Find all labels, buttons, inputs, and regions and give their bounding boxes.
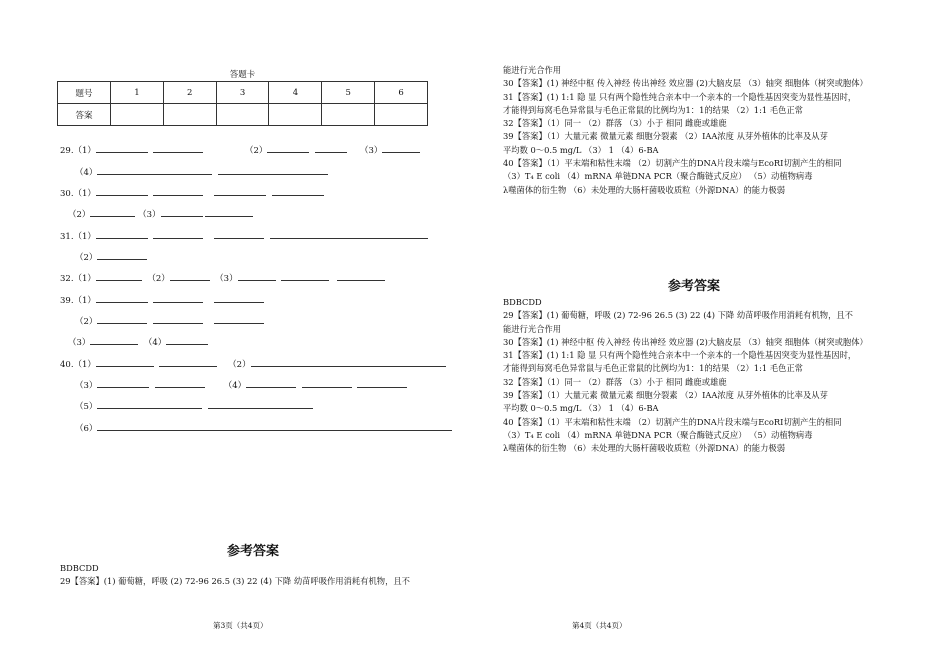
blank[interactable] <box>281 272 329 281</box>
blank[interactable] <box>97 315 147 324</box>
question-32-3-label: （3） <box>215 274 238 284</box>
question-40-6-label: （6） <box>75 424 98 434</box>
answer-line: 才能得到每窝毛色异常鼠与毛色正常鼠的比例均为1：1的结果 （2）1:1 毛色正常 <box>503 363 803 374</box>
answer-card-col-3: 3 <box>216 82 269 104</box>
answer-cell-6[interactable] <box>375 104 428 126</box>
blank[interactable] <box>97 166 212 175</box>
answer-card-number-header: 题号 <box>58 82 111 104</box>
question-39-part2 <box>75 315 264 327</box>
question-32-2-label: （2） <box>147 274 170 284</box>
answer-line: 30【答案】(1) 神经中枢 传入神经 传出神经 效应器 (2)大脑皮层 （3）轴突 细胞体（树突或胞体） <box>503 78 868 89</box>
answer-line: 31【答案】(1) 1:1 隐 显 只有两个隐性纯合亲本中一个亲本的一个隐性基因突变为显性基因时， <box>503 350 857 361</box>
answer-cell-1[interactable] <box>111 104 164 126</box>
blank[interactable] <box>214 315 264 324</box>
question-30 <box>60 187 324 199</box>
answer-line: 能进行光合作用 <box>503 323 562 334</box>
question-40-4-label: （4） <box>223 381 247 391</box>
answer-line: 39【答案】（1）大量元素 微量元素 细胞分裂素 （2）IAA浓度 从芽外植体的比率及从芽 <box>503 131 828 142</box>
blank[interactable] <box>90 208 135 217</box>
blank[interactable] <box>315 144 347 153</box>
answer-line: 40【答案】（1）平末端和粘性末端 （2）切割产生的DNA片段末端与EcoRⅠ切割产生的相同 <box>503 416 842 427</box>
blank[interactable] <box>96 230 148 239</box>
blank[interactable] <box>357 379 407 388</box>
blank[interactable] <box>153 294 203 303</box>
question-39-part3 <box>68 336 208 348</box>
question-31 <box>60 230 428 242</box>
question-30-2-label: （2） <box>68 210 91 220</box>
answer-card-col-2: 2 <box>163 82 216 104</box>
question-39 <box>60 294 264 306</box>
blank[interactable] <box>337 272 385 281</box>
question-40-2-label: （2） <box>228 360 251 370</box>
question-30-part2 <box>68 208 253 220</box>
answer-line: 31【答案】(1) 1:1 隐 显 只有两个隐性纯合亲本中一个亲本的一个隐性基因突变为显性基因时， <box>503 91 857 102</box>
question-29-4-label: （4） <box>75 168 98 178</box>
question-29-3-label: （3） <box>360 146 383 156</box>
blank[interactable] <box>96 187 148 196</box>
blank[interactable] <box>246 379 296 388</box>
choice-answers: BDBCDD <box>60 563 99 573</box>
answer-line: λ噬菌体的衍生物 （6）未处理的大肠杆菌吸收质粒（外源DNA）的能力极弱 <box>503 443 785 454</box>
blank[interactable] <box>267 144 309 153</box>
left-answers <box>60 562 410 589</box>
blank[interactable] <box>302 379 352 388</box>
question-29 <box>60 144 203 156</box>
question-29-2-label: （2） <box>245 146 268 156</box>
question-40-3-label: （3） <box>75 381 98 391</box>
blank[interactable] <box>97 379 149 388</box>
answer-cell-5[interactable] <box>322 104 375 126</box>
answer-card-col-6: 6 <box>375 82 428 104</box>
blank[interactable] <box>153 187 203 196</box>
question-29-label: 29.（1） <box>60 146 96 156</box>
question-30-label: 30.（1） <box>60 189 96 199</box>
answer-line: 39【答案】（1）大量元素 微量元素 细胞分裂素 （2）IAA浓度 从芽外植体的比率及从芽 <box>503 390 828 401</box>
blank[interactable] <box>214 187 266 196</box>
answer-line: 32【答案】（1）同一 （2）群落 （3）小于 相同 雌鹿或雄鹿 <box>503 376 727 387</box>
question-30-3-label: （3） <box>138 210 161 220</box>
blank[interactable] <box>218 166 328 175</box>
answer-card-answer-header: 答案 <box>58 104 111 126</box>
answer-line: 平均数 0～0.5 mg/L （3） 1 （4）6-BA <box>503 144 659 155</box>
question-40-label: 40.（1） <box>60 360 96 370</box>
blank[interactable] <box>270 230 428 239</box>
question-31-2-label: （2） <box>75 253 98 263</box>
reference-answer-heading-right: 参考答案 <box>668 279 721 294</box>
blank[interactable] <box>272 187 324 196</box>
blank[interactable] <box>170 272 210 281</box>
blank[interactable] <box>97 251 147 260</box>
question-39-2-label: （2） <box>75 317 98 327</box>
blank[interactable] <box>96 358 154 367</box>
answers-mid-block <box>503 296 898 456</box>
blank[interactable] <box>96 272 142 281</box>
question-32 <box>60 272 385 284</box>
answer-line: 能进行光合作用 <box>503 65 562 75</box>
answer-line: （3）T₄ E coli （4）mRNA 单链DNA PCR（聚合酶链式反应） （5）动植物病毒 <box>503 429 813 440</box>
question-29-part4 <box>75 166 328 178</box>
blank[interactable] <box>96 144 148 153</box>
answer-line: BDBCDD <box>503 297 542 307</box>
answer-line: 才能得到每窝毛色异常鼠与毛色正常鼠的比例均为1：1的结果 （2）1:1 毛色正常 <box>503 104 803 115</box>
blank[interactable] <box>155 379 205 388</box>
answer-line: （3）T₄ E coli （4）mRNA 单链DNA PCR（聚合酶链式反应） （5）动植物病毒 <box>503 171 813 182</box>
blank[interactable] <box>166 336 208 345</box>
answer-cell-4[interactable] <box>269 104 322 126</box>
answer-line: λ噬菌体的衍生物 （6）未处理的大肠杆菌吸收质粒（外源DNA）的能力极弱 <box>503 184 785 195</box>
question-40-part6 <box>75 422 452 434</box>
page-footer-right: 第4页（共4页） <box>572 621 627 630</box>
blank[interactable] <box>153 144 203 153</box>
answer-line: 29【答案】(1) 葡萄糖，呼吸 (2) 72-96 26.5 (3) 22 (4) 下降 幼苗呼吸作用消耗有机物，且不 <box>503 310 853 321</box>
question-29-part3 <box>360 144 420 156</box>
blank[interactable] <box>97 400 202 409</box>
blank[interactable] <box>251 358 446 367</box>
blank[interactable] <box>96 294 148 303</box>
answer-line: 40【答案】（1）平末端和粘性末端 （2）切割产生的DNA片段末端与EcoRⅠ切割产生的相同 <box>503 158 842 169</box>
blank[interactable] <box>97 422 452 431</box>
blank[interactable] <box>153 315 203 324</box>
question-40-part5 <box>75 400 313 412</box>
page-footer-left: 第3页（共4页） <box>213 621 268 630</box>
question-29-part2 <box>245 144 347 156</box>
answer-card-title: 答题卡 <box>229 70 256 80</box>
answers-top-block <box>503 64 898 197</box>
blank[interactable] <box>208 400 313 409</box>
blank[interactable] <box>214 230 264 239</box>
question-40 <box>60 358 446 370</box>
answer-cell-2[interactable] <box>163 104 216 126</box>
blank[interactable] <box>153 230 203 239</box>
answer-29: 29【答案】(1) 葡萄糖，呼吸 (2) 72-96 26.5 (3) 22 (4) 下降 幼苗呼吸作用消耗有机物，且不 <box>60 576 410 587</box>
question-40-5-label: （5） <box>75 402 98 412</box>
blank[interactable] <box>214 294 264 303</box>
reference-answer-heading: 参考答案 <box>227 544 280 559</box>
answer-card-col-1: 1 <box>111 82 164 104</box>
blank[interactable] <box>238 272 276 281</box>
question-31-label: 31.（1） <box>60 232 96 242</box>
blank[interactable] <box>90 336 138 345</box>
blank[interactable] <box>205 208 253 217</box>
blank[interactable] <box>161 208 203 217</box>
question-32-label: 32.（1） <box>60 274 96 284</box>
question-39-4-label: （4） <box>143 338 167 348</box>
answer-card-col-5: 5 <box>322 82 375 104</box>
blank[interactable] <box>382 144 420 153</box>
answer-card-number-row <box>58 82 428 104</box>
answer-card-col-4: 4 <box>269 82 322 104</box>
answer-line: 30【答案】(1) 神经中枢 传入神经 传出神经 效应器 (2)大脑皮层 （3）轴突 细胞体（树突或胞体） <box>503 336 868 347</box>
question-39-label: 39.（1） <box>60 296 96 306</box>
answer-card-table <box>57 81 428 126</box>
answer-cell-3[interactable] <box>216 104 269 126</box>
answer-card-answer-row <box>58 104 428 126</box>
question-31-part2 <box>75 251 147 263</box>
question-40-part3 <box>75 379 407 391</box>
blank[interactable] <box>159 358 217 367</box>
question-39-3-label: （3） <box>68 338 91 348</box>
answer-line: 平均数 0～0.5 mg/L （3） 1 （4）6-BA <box>503 403 659 414</box>
answer-line: 32【答案】（1）同一 （2）群落 （3）小于 相同 雌鹿或雄鹿 <box>503 118 727 129</box>
